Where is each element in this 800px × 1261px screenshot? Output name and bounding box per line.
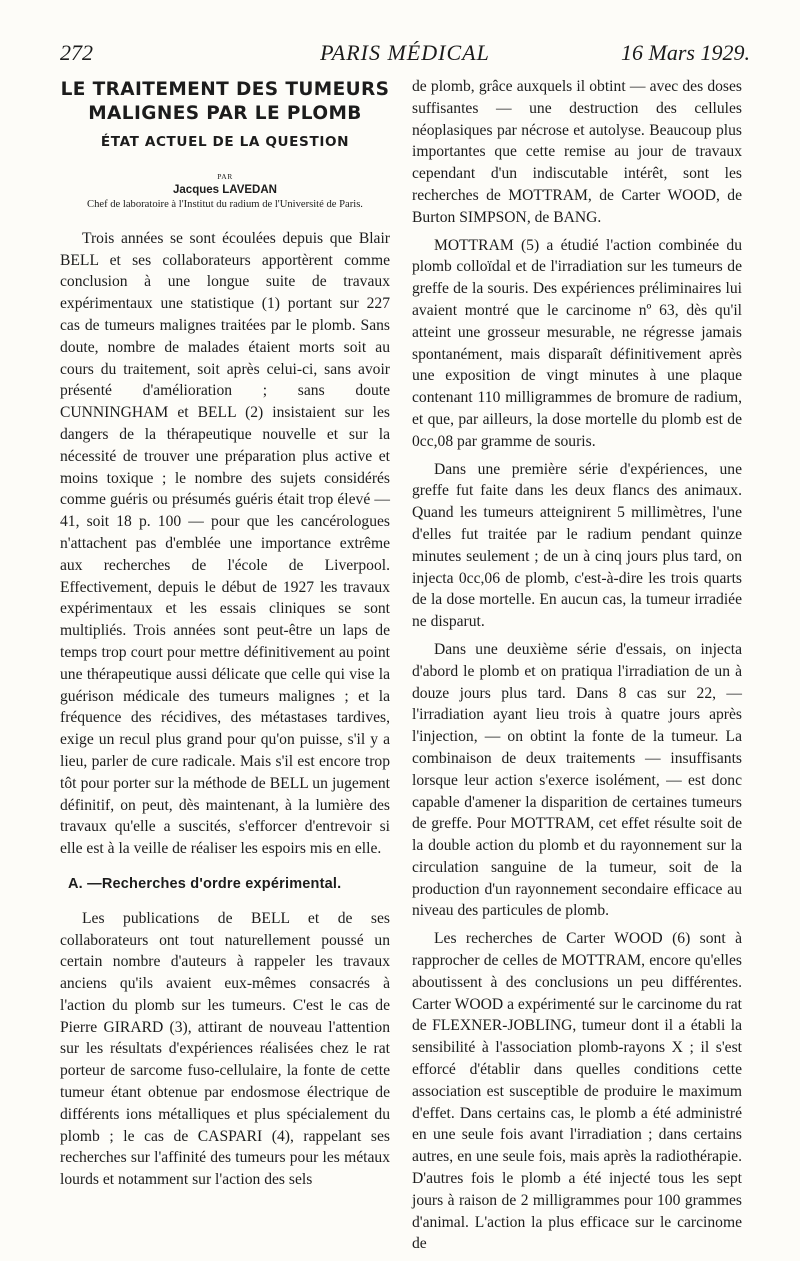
page-number: 272	[60, 40, 93, 65]
body-paragraph: Dans une deuxième série d'essais, on injecta d'abord le plomb et on pratiqua l'irradiation de un à douze jours plus tard. Dans 8 cas sur 22, — l'irradiation ayant lieu trois à quatre jours après l'injection, — on obtint la fonte de la tumeur. La combinaison de deux traitements — insuffisants lorsque leur action s'exerce isolément, — est donc capable d'amener la disparition de certaines tumeurs de greffe. Pour MOTTRAM, cet effet résulte soit de la double action du plomb et du rayonnement sur la circulation sanguine de la tumeur, soit de la production d'un rayonnement secondaire efficace au niveau des particules de plomb.	[412, 640, 742, 920]
byline-par: PAR	[217, 171, 233, 181]
author-affiliation: Chef de laboratoire à l'Institut du radium de l'Université de Paris.	[87, 198, 363, 210]
issue-date: 16 Mars 1929.	[621, 40, 750, 65]
body-paragraph: Trois années se sont écoulées depuis que Blair BELL et ses collaborateurs apportèrent comme conclusion à une longue suite de travaux expérimentaux une statistique (1) portant sur 227 cas de tumeurs malignes traitées par le plomb. Sans doute, nombre de malades étaient morts soit au cours du traitement, soit après celui-ci, sans avoir présenté d'amélioration ; sans doute CUNNINGHAM et BELL (2) insistaient sur les dangers de la thérapeutique nouvelle et sur la nécessité de trouver une préparation plus active et moins toxique ; le nombre des sujets considérés comme guéris ou présumés guéris était trop élevé — 41, soit 18 p. 100 — pour que les cancérologues n'attachent pas d'emblée une importance extrême aux recherches de l'école de Liverpool. Effectivement, depuis le début de 1927 les travaux expérimentaux et les essais cliniques se sont multipliés. Trois années sont peut-être un laps de temps trop court pour mettre définitivement au point une thérapeutique aussi délicate que celle qui vise la guérison médicale des tumeurs malignes ; et la fréquence des récidives, des métastases tardives, exige un recul plus grand pour qu'on puisse, s'il y a lieu, parler de cure radicale. Mais s'il est encore trop tôt pour porter sur la méthode de BELL un jugement définitif, on peut, dès maintenant, à la lumière des travaux qu'elle a suscités, s'efforcer d'entrevoir si elle est à la veille de réaliser les espoirs mis en elle.	[60, 229, 390, 858]
article-title: LE TRAITEMENT DES TUMEURS MALIGNES PAR LE PLOMB	[60, 79, 390, 124]
section-heading: A. —Recherches d'ordre expérimental.	[68, 875, 342, 892]
body-paragraph: Les recherches de Carter WOOD (6) sont à rapprocher de celles de MOTTRAM, encore qu'elles aboutissent à des conclusions un peu différentes. Carter WOOD a expérimenté sur le carcinome du rat de FLEXNER-JOBLING, tumeur dont il a établi la sensibilité à l'association plomb-rayons X ; il s'est efforcé d'établir dans quelles conditions cette association est susceptible de produire le maximum d'effet. Dans certains cas, le plomb a été administré en une seule fois avant l'irradiation ; dans certains autres, en une seule fois, mais après la radiothérapie. D'autres fois le plomb a été injecté tous les sept jours à raison de 2 milligrammes pour 100 grammes d'animal. L'action la plus efficace sur le carcinome de	[412, 930, 742, 1253]
running-head	[60, 40, 750, 70]
body-paragraph: Les publications de BELL et de ses collaborateurs ont tout naturellement poussé un certain nombre d'auteurs à rappeler les travaux anciens qu'ils avaient eux-mêmes consacrés à l'action du plomb sur les tumeurs. C'est le cas de Pierre GIRARD (3), attirant de nouveau l'attention sur les résultats d'expériences réalisées chez le rat porteur de sarcome fuso-cellulaire, la fonte de cette tumeur étant obtenue par endosmose électrique de différents ions métalliques et plus spécialement du plomb ; le cas de CASPARI (4), rappelant ses recherches sur l'affinité des tumeurs pour les métaux lourds et notamment sur l'action des sels	[60, 909, 390, 1189]
author-name: Jacques LAVEDAN	[173, 183, 277, 196]
body-paragraph: Dans une première série d'expériences, une greffe fut faite dans les deux flancs des animaux. Quand les tumeurs atteignirent 5 millimètres, l'une d'elles fut traitée par le radium pendant quinze minutes seulement ; de un à cinq jours plus tard, on injecta 0cc,06 de plomb, c'est-à-dire les trois quarts de la dose mortelle. En aucun cas, la tumeur irradiée ne disparut.	[412, 460, 742, 631]
body-paragraph: de plomb, grâce auxquels il obtint — avec des doses suffisantes — une destruction des cellules néoplasiques par nécrose et autolyse. Beaucoup plus importantes que cette remise au jour de travaux cependant d'un indiscutable intérêt, sont les recherches de MOTTRAM, de Carter WOOD, de Burton SIMPSON, de BANG.	[412, 78, 742, 226]
left-column	[60, 76, 390, 1197]
article-subtitle: ÉTAT ACTUEL DE LA QUESTION	[100, 134, 350, 150]
journal-title: PARIS MÉDICAL	[320, 40, 490, 65]
right-column	[412, 76, 742, 1261]
body-paragraph: MOTTRAM (5) a étudié l'action combinée du plomb colloïdal et de l'irradiation sur les tumeurs de greffe de la souris. Des expériences préliminaires lui avaient montré que le carcinome nº 63, dès qu'il atteint une grosseur mesurable, ne régresse jamais spontanément, mais disparaît définitivement après une exposition de vingt minutes à une plaque contenant 110 milligrammes de bromure de radium, et que, par ailleurs, la dose mortelle du plomb est de 0cc,08 par gramme de souris.	[412, 236, 742, 450]
